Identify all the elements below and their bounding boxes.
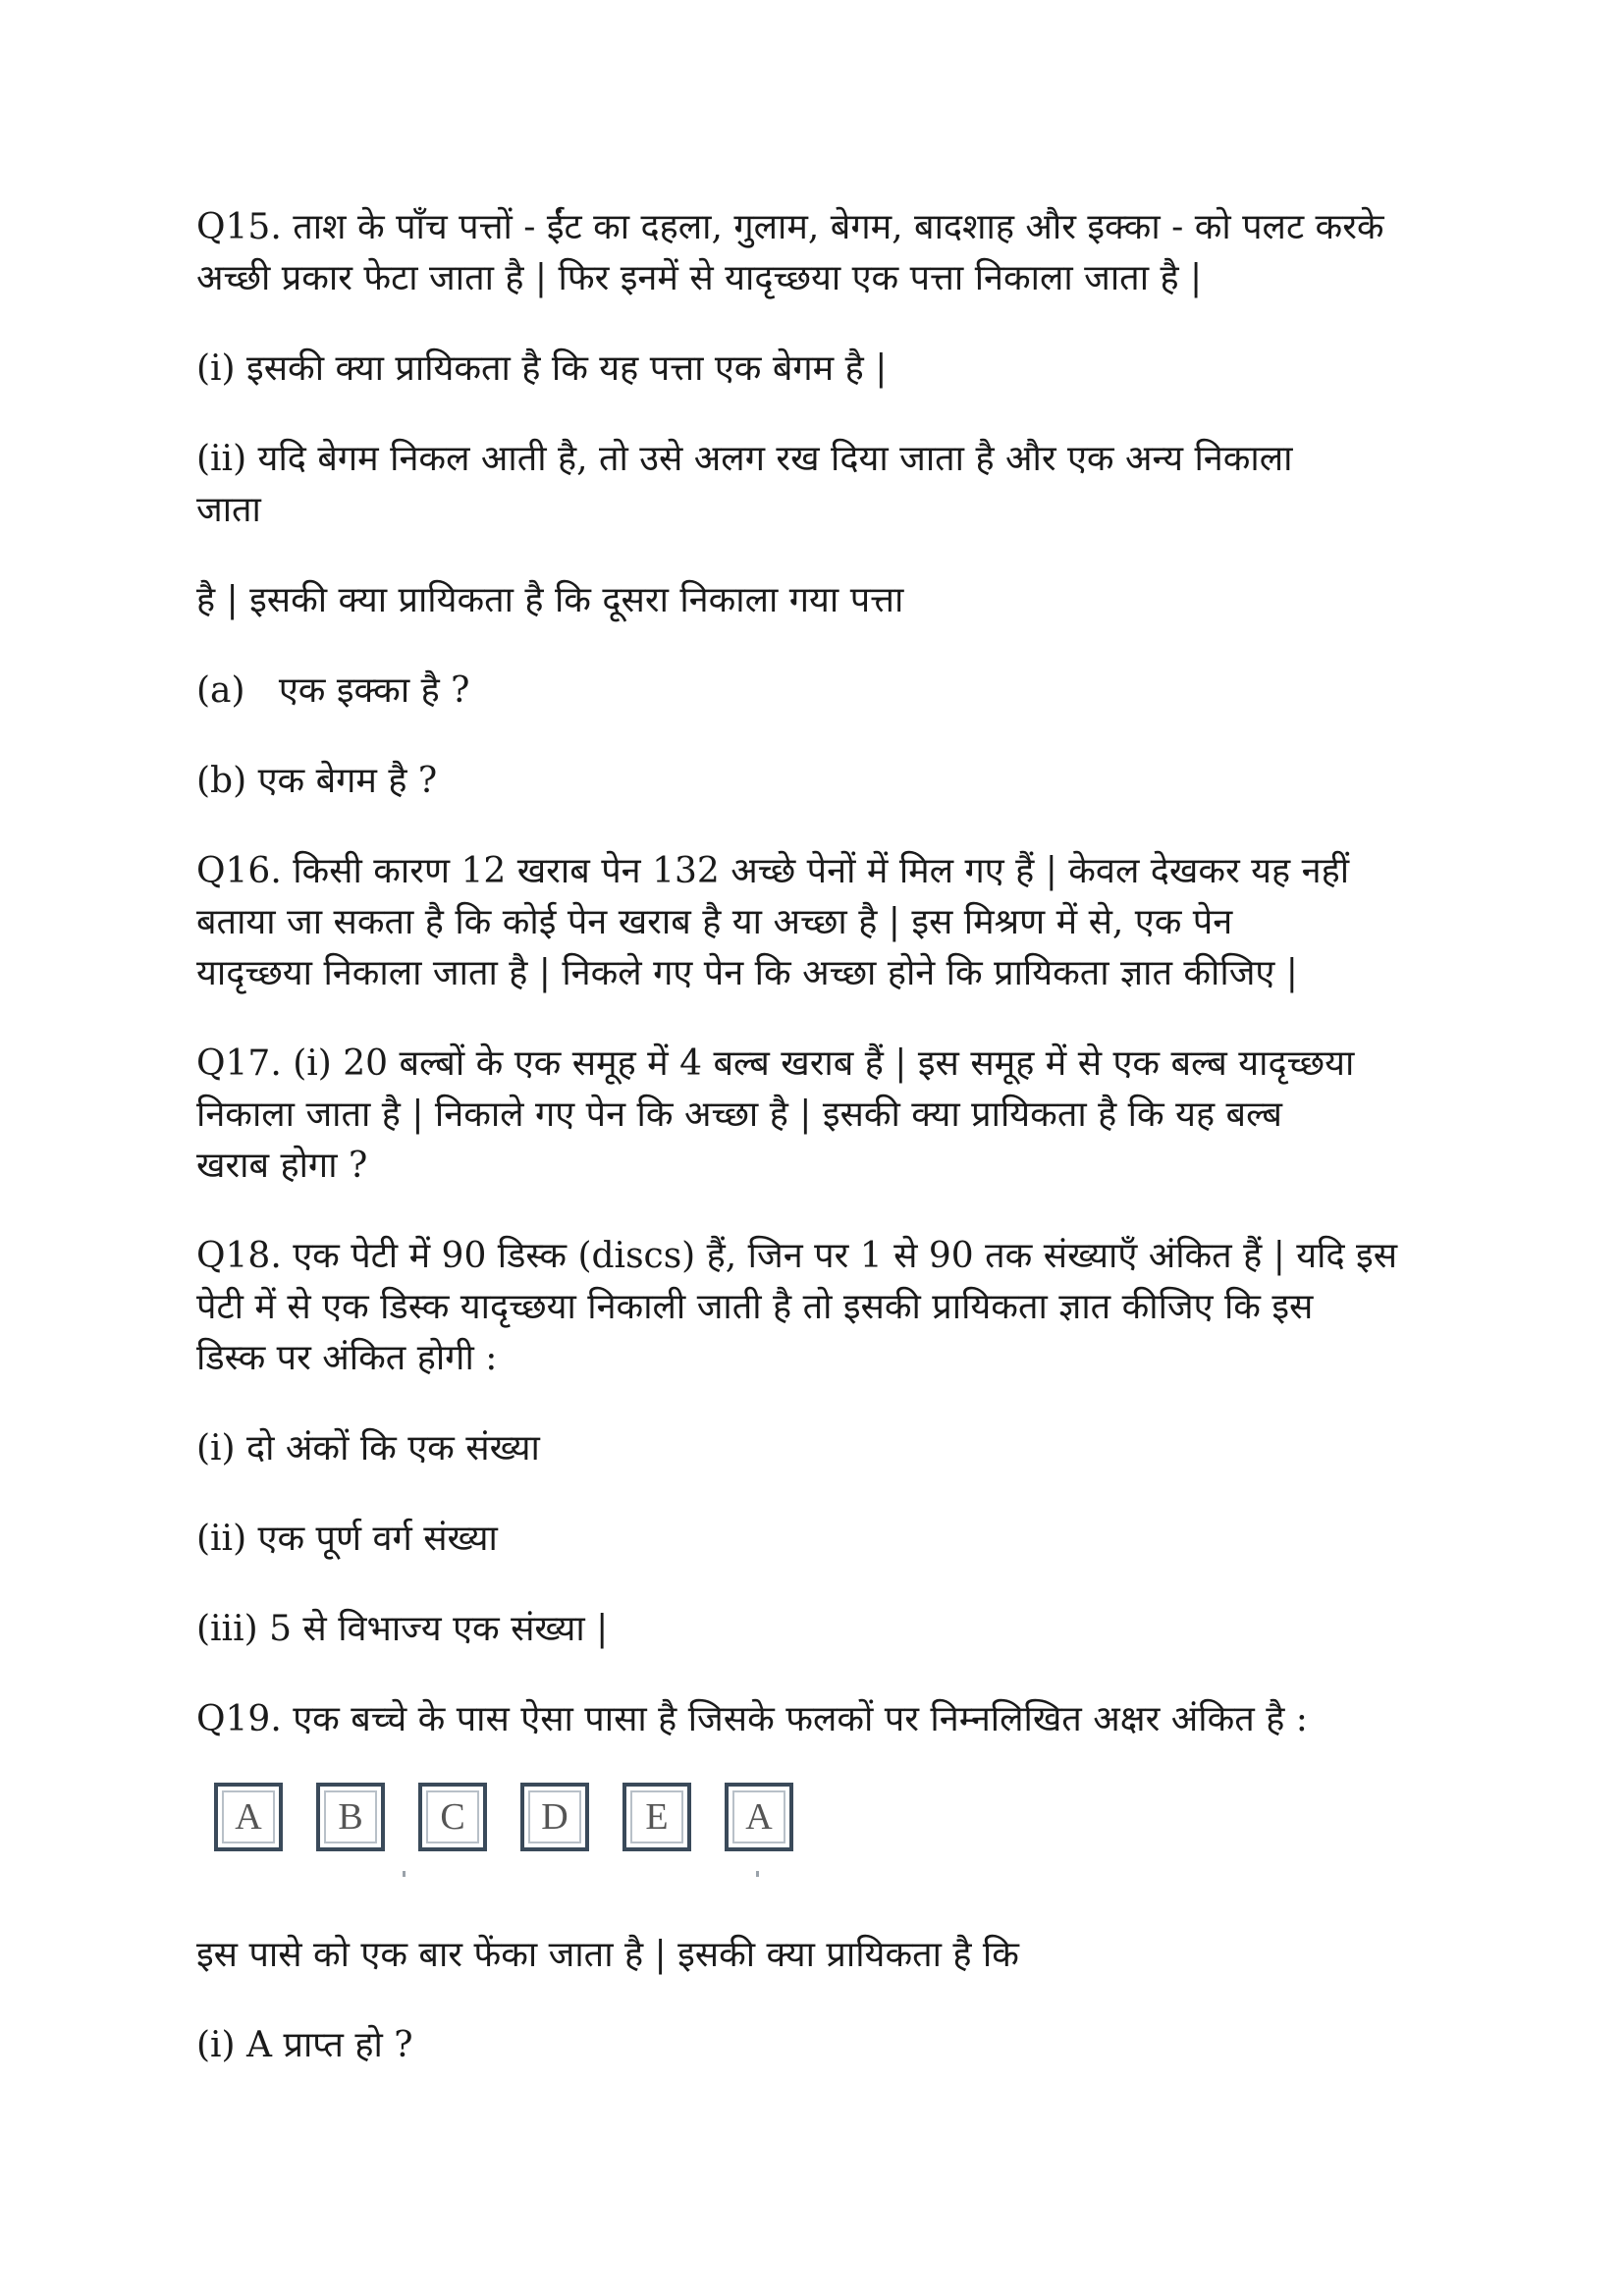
dice-faces-row xyxy=(214,1783,842,1861)
q18-part-iii: (iii) 5 से विभाज्य एक संख्या | xyxy=(196,1609,609,1649)
q18-line-1: Q18. एक पेटी में 90 डिस्क (discs) हैं, जिन पर 1 से 90 तक संख्याएँ अंकित हैं | यदि इस xyxy=(196,1236,1398,1276)
q19-line-2: इस पासे को एक बार फेंका जाता है | इसकी क्या प्रायिकता है कि xyxy=(196,1935,1019,1975)
q15-line-1: Q15. ताश के पाँच पत्तों - ईंट का दहला, गुलाम, बेगम, बादशाह और इक्का - को पलट करके xyxy=(196,207,1384,247)
q15-part-ii-line-1: (ii) यदि बेगम निकल आती है, तो उसे अलग रख दिया जाता है और एक अन्य निकाला xyxy=(196,439,1293,479)
q15-part-b: (b) एक बेगम है ? xyxy=(196,761,438,801)
q15-part-ii-line-2: जाता xyxy=(196,490,261,530)
q16-line-1: Q16. किसी कारण 12 खराब पेन 132 अच्छे पेनों में मिल गए हैं | केवल देखकर यह नहीं xyxy=(196,851,1350,891)
q17-line-2: निकाला जाता है | निकाले गए पेन कि अच्छा है | इसकी क्या प्रायिकता है कि यह बल्ब xyxy=(196,1095,1282,1135)
die-face: E xyxy=(622,1783,691,1851)
q18-line-2: पेटी में से एक डिस्क यादृच्छया निकाली जाती है तो इसकी प्रायिकता ज्ञात कीजिए कि इस xyxy=(196,1287,1314,1327)
q17-line-1: Q17. (i) 20 बल्बों के एक समूह में 4 बल्ब खराब हैं | इस समूह में से एक बल्ब यादृच्छया xyxy=(196,1043,1355,1084)
die-face: C xyxy=(418,1783,487,1851)
q19-line-1: Q19. एक बच्चे के पास ऐसा पासा है जिसके फलकों पर निम्नलिखित अक्षर अंकित है : xyxy=(196,1699,1308,1739)
q18-line-3: डिस्क पर अंकित होगी : xyxy=(196,1338,498,1378)
q19-part-i: (i) A प्राप्त हो ? xyxy=(196,2025,413,2065)
speck-mark xyxy=(403,1871,406,1877)
speck-mark xyxy=(756,1871,759,1877)
q15-part-i: (i) इसकी क्या प्रायिकता है कि यह पत्ता एक बेगम है | xyxy=(196,348,888,389)
q17-line-3: खराब होगा ? xyxy=(196,1146,368,1186)
q18-part-i: (i) दो अंकों कि एक संख्या xyxy=(196,1428,540,1468)
die-face: D xyxy=(520,1783,589,1851)
die-face: A xyxy=(214,1783,283,1851)
q18-part-ii: (ii) एक पूर्ण वर्ग संख्या xyxy=(196,1519,498,1559)
die-face: B xyxy=(316,1783,385,1851)
q16-line-2: बताया जा सकता है कि कोई पेन खराब है या अच्छा है | इस मिश्रण में से, एक पेन xyxy=(196,902,1233,942)
die-face: A xyxy=(725,1783,793,1851)
q15-part-a: (a) एक इक्का है ? xyxy=(196,670,470,711)
q15-line-2: अच्छी प्रकार फेटा जाता है | फिर इनमें से यादृच्छया एक पत्ता निकाला जाता है | xyxy=(196,258,1203,298)
q16-line-3: यादृच्छया निकाला जाता है | निकले गए पेन कि अच्छा होने कि प्रायिकता ज्ञात कीजिए | xyxy=(196,953,1298,993)
q15-part-ii-line-3: है | इसकी क्या प्रायिकता है कि दूसरा निकाला गया पत्ता xyxy=(196,580,904,620)
